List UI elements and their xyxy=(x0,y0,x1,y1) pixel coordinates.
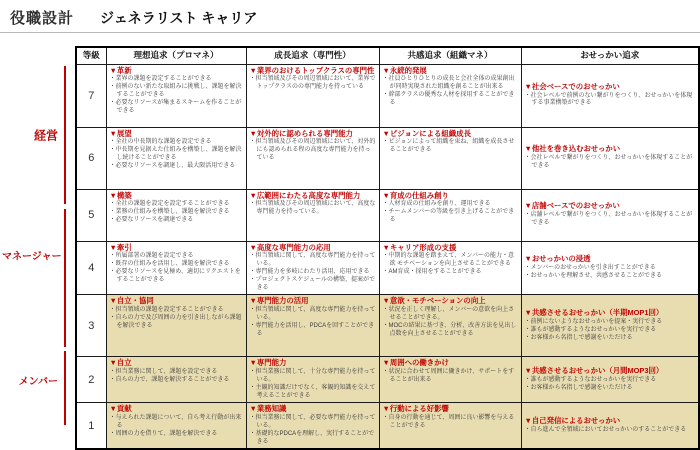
bullet-item: ・ 担当領域及びその周辺領域において、高度な専門能力を持っている。 xyxy=(250,201,376,217)
cell-heading: ▼自己発信によるおせっかい xyxy=(524,416,621,426)
bullet-item: ・ 前例にないようなおせっかいを提案・実行できる xyxy=(525,319,696,327)
bullet-item: ・ 担当領域に関して、高度な専門能力を持っている。 xyxy=(250,253,376,269)
cell-grade3-col3 xyxy=(379,295,521,357)
cell-heading: ▼おせっかいの浸透 xyxy=(524,254,591,264)
role-grade-table xyxy=(75,46,700,450)
bullet-item: ・ 前例のない新たな取組みに挑戦し、課題を解決することができる xyxy=(110,84,243,100)
cell-grade1-col3 xyxy=(379,403,521,450)
bullet-item: ・ お客様から名指しで感謝をいただける xyxy=(525,385,696,393)
cell-heading: ▼周囲への働きかけ xyxy=(382,358,449,368)
cell-heading: ▼業務知識 xyxy=(249,404,287,414)
cell-grade7-col1 xyxy=(106,64,246,127)
bullet-item: ・ 担当業務に関して、必要な専門能力を持っている。 xyxy=(250,415,376,431)
grade-row-7 xyxy=(76,64,699,127)
cell-heading: ▼革新 xyxy=(109,65,132,75)
bullet-item: ・ お客様から名指しで感謝をいただける xyxy=(525,335,696,343)
bullet-item: ・ 担当領域及びその周辺領域において、業界でトップクラスのの専門能力を持っている xyxy=(250,76,376,92)
bullet-item: ・ 自らの力で、課題を解決することができる xyxy=(110,377,243,385)
bullet-item: ・ 全社の中長期的な課題を設定できる xyxy=(110,139,243,147)
cell-heading: ▼意欲・モチベーションの向上 xyxy=(382,296,486,306)
cell-heading: ▼専門能力 xyxy=(249,358,287,368)
bullet-item: ・ 既存の仕組みを活用し、課題を解決できる xyxy=(110,261,243,269)
cell-heading: ▼店舗ベースでのおせっかい xyxy=(524,201,620,211)
cell-heading: ▼対外的に認められる専門能力 xyxy=(249,128,353,138)
cell-heading: ▼広範囲にわたる高度な専門能力 xyxy=(249,190,361,200)
cell-heading: ▼他社を巻き込むおせっかい xyxy=(524,144,621,154)
bullet-item: ・ ビジョンによって組織を束ね、組織を成長させることができる xyxy=(383,139,518,155)
bullet-item: ・ 社員ひとりひとりの成長と会社全体の成果創出が同時実現された組織を創ることが出来る xyxy=(383,76,518,92)
cell-heading: ▼自立 xyxy=(109,358,132,368)
cell-grade7-col4 xyxy=(521,64,699,127)
bullet-item: ・ 専門能力を多岐にわたり活用、応用できる xyxy=(250,269,376,277)
column-header-1: 理想追求（プロマネ） xyxy=(106,47,246,64)
bullet-item: ・ 中長期を見据えた仕組みを構築し、課題を解決し続けることができる xyxy=(110,147,243,163)
cell-heading: ▼高度な専門能力の応用 xyxy=(249,242,331,252)
group-label-member: メンバー xyxy=(18,376,58,388)
cell-grade6-col3 xyxy=(379,127,521,189)
grade-number: 5 xyxy=(76,189,106,241)
cell-grade2-col4 xyxy=(521,357,699,403)
cell-grade4-col1 xyxy=(106,241,246,295)
bullet-item: ・ 全社の課題を設定を設定することができる xyxy=(110,201,243,209)
bullet-item: ・ 所属部署の課題を設定できる xyxy=(110,253,243,261)
bullet-item: ・ 主観的知識だけでなく、客観的知識を交えて考えることができる xyxy=(250,385,376,401)
cell-grade3-col4 xyxy=(521,295,699,357)
cell-heading: ▼貢献 xyxy=(109,404,132,414)
bullet-item: ・ 誰もが感動するようなおせっかいを実行できる xyxy=(525,327,696,335)
column-header-0: 等級 xyxy=(76,47,106,64)
cell-grade5-col1 xyxy=(106,189,246,241)
grade-row-6 xyxy=(76,127,699,189)
cell-heading: ▼キャリア形成の支援 xyxy=(382,242,457,252)
cell-grade5-col2 xyxy=(246,189,379,241)
cell-heading: ▼育成の仕組み創り xyxy=(382,190,449,200)
bullet-item: ・ 必要なリソースが集まるスキームを作ることができる xyxy=(110,100,243,116)
cell-heading: ▼行動による好影響 xyxy=(382,404,449,414)
bullet-item: ・ 店舗レベルで繋がりをつくり、おせっかいを体現することができる xyxy=(525,212,696,228)
cell-grade5-col4 xyxy=(521,189,699,241)
bullet-item: ・ MOCの結果に基づき、分析、改善方法を見出し点数を向上させることができる xyxy=(383,323,518,339)
grade-row-2 xyxy=(76,357,699,403)
bullet-item: ・ AM育成・採用をすることができる xyxy=(383,269,518,277)
cell-grade6-col2 xyxy=(246,127,379,189)
cell-grade1-col4 xyxy=(521,403,699,450)
bullet-item: ・ 必要なリソースを見極め、適切にリクエストをすることができる xyxy=(110,269,243,285)
page-title: 役職設計 xyxy=(10,10,75,27)
grade-number: 7 xyxy=(76,64,106,127)
bullet-item: ・ 自ら進んで全領域においておせっかいのすることができる xyxy=(525,427,696,435)
cell-grade5-col3 xyxy=(379,189,521,241)
cell-grade7-col3 xyxy=(379,64,521,127)
bullet-item: ・ 業務の仕組みを構築し、課題を解決できる xyxy=(110,209,243,217)
cell-heading: ▼共感させるおせっかい（月間MOP3回） xyxy=(524,366,664,376)
cell-grade2-col2 xyxy=(246,357,379,403)
grade-row-1 xyxy=(76,403,699,450)
page-subtitle: ジェネラリスト キャリア xyxy=(100,10,258,26)
bullet-item: ・ 必要なリソースを調達できる xyxy=(110,217,243,225)
cell-grade1-col1 xyxy=(106,403,246,450)
bullet-item: ・ 状況を正しく理解し、メンバーの意欲を向上させることができる。 xyxy=(383,307,518,323)
group-label-manager: マネージャー xyxy=(2,251,62,263)
bullet-item: ・ 基礎的なPDCAを理解し、実行することができる xyxy=(250,431,376,447)
table-header-row xyxy=(76,47,699,64)
cell-heading: ▼共感させるおせっかい（半期MOP1回） xyxy=(524,308,664,318)
bullet-item: ・ 担当領域及びその周辺領域において、対外的にも認められる程の高度な専門能力を持っている xyxy=(250,139,376,162)
grade-number: 3 xyxy=(76,295,106,357)
cell-heading: ▼構築 xyxy=(109,190,132,200)
bullet-item: ・ 自らの力で及び周囲の力を引き出しながら課題を解決できる xyxy=(110,315,243,331)
bullet-item: ・ おせっかいを理解させ、共感させることができる xyxy=(525,273,696,281)
cell-grade4-col4 xyxy=(521,241,699,295)
cell-heading: ▼社会ベースでのおせっかい xyxy=(524,81,620,91)
bullet-item: ・ 社会レベルで前例のない繋がりをつくり、おせっかいを体現する事業構築ができる xyxy=(525,93,696,109)
cell-grade6-col1 xyxy=(106,127,246,189)
cell-heading: ▼展望 xyxy=(109,128,132,138)
bullet-item: ・ チームメンバーの等級を引き上げることができる xyxy=(383,209,518,225)
bullet-item: ・ 状況に合わせて周囲に働きかけ、サポートをすることが出来る xyxy=(383,369,518,385)
cell-grade2-col1 xyxy=(106,357,246,403)
grade-number: 6 xyxy=(76,127,106,189)
bullet-item: ・ 人材育成の仕組みを創り、運用できる xyxy=(383,201,518,209)
column-header-2: 成長追求（専門性） xyxy=(246,47,379,64)
cell-grade3-col2 xyxy=(246,295,379,357)
bullet-item: ・ 担当領域の課題を設定することができる xyxy=(110,307,243,315)
cell-grade2-col3 xyxy=(379,357,521,403)
grade-row-3 xyxy=(76,295,699,357)
cell-grade4-col2 xyxy=(246,241,379,295)
cell-grade7-col2 xyxy=(246,64,379,127)
grade-row-4 xyxy=(76,241,699,295)
bullet-item: ・ 担当業務に関して、十分な専門能力を持っている。 xyxy=(250,369,376,385)
bullet-item: ・ 必要なリソースを調達し、最大限活用できる xyxy=(110,163,243,171)
group-bracket-manager xyxy=(64,209,66,347)
bullet-item: ・ 幹部クラスの優秀な人材を採用することができる xyxy=(383,92,518,108)
cell-heading: ▼永続的発展 xyxy=(382,65,427,75)
cell-heading: ▼牽引 xyxy=(109,242,132,252)
cell-heading: ▼業界のおけるトップクラスの専門性 xyxy=(249,65,375,75)
cell-heading: ▼ビジョンによる組織成長 xyxy=(382,128,471,138)
bullet-item: ・ 自身の行動を通じて、周囲に良い影響を与えることができる xyxy=(383,415,518,431)
group-bracket-member xyxy=(64,351,66,425)
bullet-item: ・ メンバーのおせっかいを引き出すことができる xyxy=(525,265,696,273)
bullet-item: ・ 担当領域に関して、高度な専門能力を持っている。 xyxy=(250,307,376,323)
group-bracket-management xyxy=(64,66,66,204)
bullet-item: ・ プロジェクトスケジュールの構築、提案ができる xyxy=(250,277,376,293)
grade-number: 1 xyxy=(76,403,106,450)
cell-heading: ▼自立・協同 xyxy=(109,296,154,306)
bullet-item: ・ 会社レベルで繋がりをつくり、おせっかいを体現することができる xyxy=(525,155,696,171)
title-bar xyxy=(10,7,257,28)
grade-number: 2 xyxy=(76,357,106,403)
bullet-item: ・ 中期的な課題を踏まえて、メンバーの能力・意欲 モチベーションを向上させることができる xyxy=(383,253,518,269)
cell-grade3-col1 xyxy=(106,295,246,357)
cell-grade6-col4 xyxy=(521,127,699,189)
group-label-management: 経営 xyxy=(33,128,58,143)
column-header-3: 共感追求（組織マネ） xyxy=(379,47,521,64)
bullet-item: ・ 与えられた課題について、自ら考え行動が出来る xyxy=(110,415,243,431)
bullet-item: ・ 専門能力を活用し、PDCAを回すことができる xyxy=(250,323,376,339)
cell-grade4-col3 xyxy=(379,241,521,295)
column-header-4: おせっかい追求 xyxy=(521,47,699,64)
grade-number: 4 xyxy=(76,241,106,295)
bullet-item: ・ 担当業務に関して、課題を設定できる xyxy=(110,369,243,377)
title-divider xyxy=(0,32,700,33)
bullet-item: ・ 誰もが感動するようなおせっかいを実行できる xyxy=(525,377,696,385)
grade-row-5 xyxy=(76,189,699,241)
cell-grade1-col2 xyxy=(246,403,379,450)
bullet-item: ・ 周囲の力を借りて、課題を解決できる xyxy=(110,431,243,439)
cell-heading: ▼専門能力の活用 xyxy=(249,296,309,306)
bullet-item: ・ 業界の課題を設定することができる xyxy=(110,76,243,84)
